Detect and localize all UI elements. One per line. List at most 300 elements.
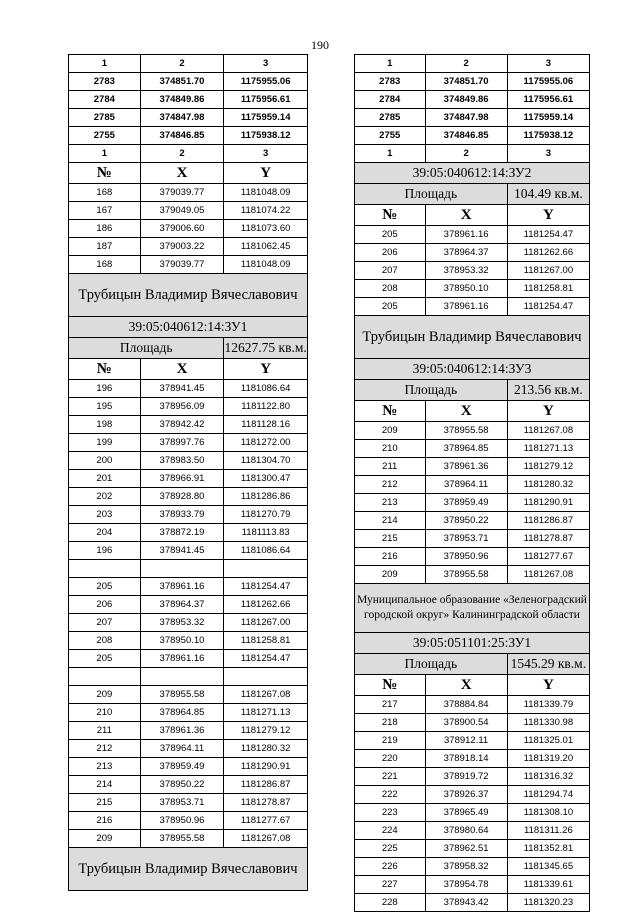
x-coordinate-cell: 378964.11 xyxy=(425,476,507,494)
table-row xyxy=(355,73,590,91)
y-coordinate-cell: 1181279.12 xyxy=(507,458,589,476)
left-top-rows xyxy=(69,55,308,163)
point-number-cell: 168 xyxy=(69,256,141,274)
x-coordinate-cell: 2 xyxy=(425,145,507,163)
y-coordinate-cell: 1181062.45 xyxy=(224,238,308,256)
y-coordinate-cell: 1181270.79 xyxy=(224,506,308,524)
point-number-cell: 2755 xyxy=(355,127,426,145)
table-row xyxy=(355,566,590,584)
table-row xyxy=(355,696,590,714)
y-coordinate-cell: 1181319.20 xyxy=(507,750,589,768)
x-coordinate-cell: 374849.86 xyxy=(140,91,224,109)
y-coordinate-cell: 1175956.61 xyxy=(224,91,308,109)
table-row xyxy=(355,786,590,804)
y-coordinate-cell: 1181316.32 xyxy=(507,768,589,786)
x-coordinate-cell: 378955.58 xyxy=(140,830,224,848)
area-value: 12627.75 кв.м. xyxy=(224,338,308,359)
y-coordinate-cell: 1181339.79 xyxy=(507,696,589,714)
table-row xyxy=(69,238,308,256)
left-block-1 xyxy=(69,184,308,274)
table-row xyxy=(69,55,308,73)
x-coordinate-cell: 378955.58 xyxy=(425,566,507,584)
x-coordinate-cell: 378964.37 xyxy=(425,244,507,262)
point-number-cell: 215 xyxy=(355,530,426,548)
right-block-1 xyxy=(355,226,590,316)
table-row xyxy=(355,714,590,732)
point-number-cell: 195 xyxy=(69,398,141,416)
point-number-cell: 187 xyxy=(69,238,141,256)
x-coordinate-cell: 378955.58 xyxy=(140,686,224,704)
point-number-cell: 216 xyxy=(69,812,141,830)
x-coordinate-cell: 378958.32 xyxy=(425,858,507,876)
point-number-cell: 201 xyxy=(69,470,141,488)
point-number-cell: 205 xyxy=(69,650,141,668)
x-coordinate-cell: 378964.11 xyxy=(140,740,224,758)
point-number-cell: 199 xyxy=(69,434,141,452)
x-coordinate-cell: 374849.86 xyxy=(425,91,507,109)
point-number-cell: 217 xyxy=(355,696,426,714)
y-coordinate-cell: 1181048.09 xyxy=(224,256,308,274)
table-row xyxy=(355,280,590,298)
y-coordinate-cell: 1181048.09 xyxy=(224,184,308,202)
right-top-rows xyxy=(355,55,590,163)
table-row xyxy=(355,298,590,316)
area-label: Площадь xyxy=(355,184,508,205)
x-coordinate-cell: 374846.85 xyxy=(425,127,507,145)
x-coordinate-cell: 378943.42 xyxy=(425,894,507,912)
table-row xyxy=(69,596,308,614)
point-number-cell: 220 xyxy=(355,750,426,768)
table-row xyxy=(355,55,590,73)
column-header-y: Y xyxy=(507,675,589,696)
left-block-3 xyxy=(69,578,308,668)
y-coordinate-cell: 1181267.08 xyxy=(507,422,589,440)
point-number-cell: 211 xyxy=(355,458,426,476)
x-coordinate-cell: 378961.16 xyxy=(140,578,224,596)
column-header-x: X xyxy=(140,163,224,184)
y-coordinate-cell: 1181280.32 xyxy=(224,740,308,758)
y-coordinate-cell: 1181254.47 xyxy=(224,578,308,596)
table-row xyxy=(69,740,308,758)
y-coordinate-cell: 1181352.81 xyxy=(507,840,589,858)
x-coordinate-cell: 378926.37 xyxy=(425,786,507,804)
y-coordinate-cell: 1181074.22 xyxy=(224,202,308,220)
table-row xyxy=(69,650,308,668)
y-coordinate-cell: 1181279.12 xyxy=(224,722,308,740)
point-number-cell: 2784 xyxy=(69,91,141,109)
x-coordinate-cell: 379039.77 xyxy=(140,256,224,274)
table-row xyxy=(355,458,590,476)
table-row xyxy=(69,686,308,704)
x-coordinate-cell: 378961.36 xyxy=(140,722,224,740)
table-row xyxy=(69,434,308,452)
point-number-cell: 216 xyxy=(355,548,426,566)
y-coordinate-cell: 1181339.61 xyxy=(507,876,589,894)
x-coordinate-cell: 374851.70 xyxy=(425,73,507,91)
x-coordinate-cell: 378959.49 xyxy=(425,494,507,512)
municipality-name: Муниципальное образование «Зеленоградский городской округ» Калининградской области xyxy=(355,584,590,633)
point-number-cell: 228 xyxy=(355,894,426,912)
x-coordinate-cell: 378953.71 xyxy=(425,530,507,548)
left-coordinates-table xyxy=(68,54,308,891)
y-coordinate-cell: 1175938.12 xyxy=(507,127,589,145)
table-row xyxy=(69,184,308,202)
y-coordinate-cell: 1175955.06 xyxy=(224,73,308,91)
point-number-cell: 186 xyxy=(69,220,141,238)
y-coordinate-cell: 1181286.86 xyxy=(224,488,308,506)
table-row xyxy=(355,894,590,912)
point-number-cell: 167 xyxy=(69,202,141,220)
table-row xyxy=(69,202,308,220)
column-header-number: № xyxy=(355,401,426,422)
owner-name: Трубицын Владимир Вячеславович xyxy=(355,316,590,359)
x-coordinate-cell: 379006.60 xyxy=(140,220,224,238)
table-row xyxy=(69,830,308,848)
x-coordinate-cell: 378961.36 xyxy=(425,458,507,476)
y-coordinate-cell: 1181308.10 xyxy=(507,804,589,822)
y-coordinate-cell: 1181262.66 xyxy=(224,596,308,614)
y-coordinate-cell: 1181254.47 xyxy=(507,298,589,316)
point-number-cell: 226 xyxy=(355,858,426,876)
y-coordinate-cell: 1181258.81 xyxy=(507,280,589,298)
y-coordinate-cell: 1181254.47 xyxy=(224,650,308,668)
x-coordinate-cell: 378872.19 xyxy=(140,524,224,542)
y-coordinate-cell: 1181122.80 xyxy=(224,398,308,416)
area-label: Площадь xyxy=(355,380,508,401)
right-block-2 xyxy=(355,422,590,584)
table-row xyxy=(69,614,308,632)
point-number-cell: 214 xyxy=(355,512,426,530)
y-coordinate-cell: 1181073.60 xyxy=(224,220,308,238)
y-coordinate-cell: 1181277.67 xyxy=(507,548,589,566)
y-coordinate-cell: 3 xyxy=(224,145,308,163)
table-header xyxy=(355,401,590,422)
point-number-cell: 207 xyxy=(355,262,426,280)
table-row xyxy=(355,732,590,750)
table-row xyxy=(355,548,590,566)
table-row xyxy=(355,822,590,840)
point-number-cell: 221 xyxy=(355,768,426,786)
table-row xyxy=(355,244,590,262)
y-coordinate-cell: 1181258.81 xyxy=(224,632,308,650)
point-number-cell: 213 xyxy=(355,494,426,512)
point-number-cell: 212 xyxy=(355,476,426,494)
table-row xyxy=(69,452,308,470)
table-row xyxy=(69,524,308,542)
table-header xyxy=(355,205,590,226)
table-row xyxy=(355,750,590,768)
y-coordinate-cell: 1181267.00 xyxy=(224,614,308,632)
table-row xyxy=(69,794,308,812)
y-coordinate-cell: 1175956.61 xyxy=(507,91,589,109)
table-row xyxy=(355,440,590,458)
x-coordinate-cell: 378953.71 xyxy=(140,794,224,812)
x-coordinate-cell: 378980.64 xyxy=(425,822,507,840)
y-coordinate-cell: 1181278.87 xyxy=(507,530,589,548)
y-coordinate-cell: 1181294.74 xyxy=(507,786,589,804)
table-row xyxy=(69,812,308,830)
point-number-cell: 202 xyxy=(69,488,141,506)
table-row xyxy=(355,804,590,822)
table-row xyxy=(355,768,590,786)
point-number-cell: 227 xyxy=(355,876,426,894)
y-coordinate-cell: 1181113.83 xyxy=(224,524,308,542)
cadastral-number: 39:05:040612:14:ЗУ2 xyxy=(355,163,590,184)
y-coordinate-cell: 1181320.23 xyxy=(507,894,589,912)
point-number-cell: 205 xyxy=(69,578,141,596)
owner-name: Трубицын Владимир Вячеславович xyxy=(69,848,308,891)
table-row xyxy=(355,145,590,163)
y-coordinate-cell: 1181311.26 xyxy=(507,822,589,840)
x-coordinate-cell: 378964.85 xyxy=(425,440,507,458)
point-number-cell: 208 xyxy=(69,632,141,650)
table-row xyxy=(355,494,590,512)
x-coordinate-cell: 374847.98 xyxy=(425,109,507,127)
y-coordinate-cell: 1181271.13 xyxy=(507,440,589,458)
table-row xyxy=(69,506,308,524)
area-label: Площадь xyxy=(69,338,224,359)
table-row xyxy=(69,578,308,596)
column-header-x: X xyxy=(425,205,507,226)
column-header-x: X xyxy=(140,359,224,380)
x-coordinate-cell: 378983.50 xyxy=(140,452,224,470)
column-header-number: № xyxy=(69,163,141,184)
blank-row xyxy=(69,668,308,686)
left-block-2 xyxy=(69,380,308,560)
table-row xyxy=(69,488,308,506)
x-coordinate-cell: 378964.85 xyxy=(140,704,224,722)
column-header-number: № xyxy=(355,205,426,226)
column-header-y: Y xyxy=(507,205,589,226)
y-coordinate-cell: 1181086.64 xyxy=(224,380,308,398)
table-row xyxy=(355,262,590,280)
point-number-cell: 219 xyxy=(355,732,426,750)
page-number: 190 xyxy=(311,38,329,52)
x-coordinate-cell: 2 xyxy=(425,55,507,73)
table-row xyxy=(69,776,308,794)
table-row xyxy=(355,476,590,494)
right-block-3 xyxy=(355,696,590,912)
y-coordinate-cell: 1181300.47 xyxy=(224,470,308,488)
point-number-cell: 224 xyxy=(355,822,426,840)
table-row xyxy=(69,398,308,416)
x-coordinate-cell: 378954.78 xyxy=(425,876,507,894)
y-coordinate-cell: 1181325.01 xyxy=(507,732,589,750)
x-coordinate-cell: 378953.32 xyxy=(140,614,224,632)
point-number-cell: 212 xyxy=(69,740,141,758)
y-coordinate-cell: 1181262.66 xyxy=(507,244,589,262)
point-number-cell: 222 xyxy=(355,786,426,804)
point-number-cell: 2755 xyxy=(69,127,141,145)
table-row xyxy=(355,127,590,145)
x-coordinate-cell: 2 xyxy=(140,55,224,73)
x-coordinate-cell: 378942.42 xyxy=(140,416,224,434)
y-coordinate-cell: 1181254.47 xyxy=(507,226,589,244)
table-header xyxy=(355,675,590,696)
point-number-cell: 2785 xyxy=(355,109,426,127)
point-number-cell: 1 xyxy=(355,145,426,163)
table-row xyxy=(69,145,308,163)
table-row xyxy=(69,416,308,434)
x-coordinate-cell: 378950.10 xyxy=(425,280,507,298)
table-row xyxy=(69,127,308,145)
y-coordinate-cell: 1181128.16 xyxy=(224,416,308,434)
x-coordinate-cell: 378961.16 xyxy=(140,650,224,668)
y-coordinate-cell: 1181280.32 xyxy=(507,476,589,494)
y-coordinate-cell: 1181277.67 xyxy=(224,812,308,830)
y-coordinate-cell: 1175959.14 xyxy=(507,109,589,127)
table-row xyxy=(355,530,590,548)
point-number-cell: 210 xyxy=(69,704,141,722)
table-row xyxy=(355,858,590,876)
x-coordinate-cell: 374851.70 xyxy=(140,73,224,91)
cadastral-number: 39:05:051101:25:ЗУ1 xyxy=(355,633,590,654)
x-coordinate-cell: 374846.85 xyxy=(140,127,224,145)
column-header-y: Y xyxy=(224,163,308,184)
point-number-cell: 1 xyxy=(355,55,426,73)
column-header-number: № xyxy=(355,675,426,696)
table-row xyxy=(355,840,590,858)
table-row xyxy=(355,91,590,109)
point-number-cell: 205 xyxy=(355,298,426,316)
x-coordinate-cell: 378965.49 xyxy=(425,804,507,822)
x-coordinate-cell: 379003.22 xyxy=(140,238,224,256)
y-coordinate-cell: 1181267.00 xyxy=(507,262,589,280)
y-coordinate-cell: 1181345.65 xyxy=(507,858,589,876)
point-number-cell: 218 xyxy=(355,714,426,732)
point-number-cell: 205 xyxy=(355,226,426,244)
point-number-cell: 200 xyxy=(69,452,141,470)
y-coordinate-cell: 3 xyxy=(507,55,589,73)
y-coordinate-cell: 1181267.08 xyxy=(224,686,308,704)
point-number-cell: 215 xyxy=(69,794,141,812)
point-number-cell: 206 xyxy=(69,596,141,614)
x-coordinate-cell: 378950.96 xyxy=(140,812,224,830)
table-row xyxy=(69,758,308,776)
x-coordinate-cell: 378884.84 xyxy=(425,696,507,714)
x-coordinate-cell: 378997.76 xyxy=(140,434,224,452)
point-number-cell: 223 xyxy=(355,804,426,822)
point-number-cell: 203 xyxy=(69,506,141,524)
table-row xyxy=(69,722,308,740)
x-coordinate-cell: 378962.51 xyxy=(425,840,507,858)
table-row xyxy=(69,220,308,238)
point-number-cell: 196 xyxy=(69,542,141,560)
x-coordinate-cell: 378950.96 xyxy=(425,548,507,566)
table-row xyxy=(355,109,590,127)
point-number-cell: 168 xyxy=(69,184,141,202)
point-number-cell: 208 xyxy=(355,280,426,298)
owner-name: Трубицын Владимир Вячеславович xyxy=(69,274,308,317)
x-coordinate-cell: 378961.16 xyxy=(425,226,507,244)
y-coordinate-cell: 1181290.91 xyxy=(224,758,308,776)
y-coordinate-cell: 1181290.91 xyxy=(507,494,589,512)
y-coordinate-cell: 1181286.87 xyxy=(507,512,589,530)
y-coordinate-cell: 1175955.06 xyxy=(507,73,589,91)
y-coordinate-cell: 1175959.14 xyxy=(224,109,308,127)
y-coordinate-cell: 1175938.12 xyxy=(224,127,308,145)
table-row xyxy=(69,704,308,722)
x-coordinate-cell: 378928.80 xyxy=(140,488,224,506)
table-row xyxy=(355,226,590,244)
point-number-cell: 2783 xyxy=(69,73,141,91)
table-row xyxy=(69,109,308,127)
x-coordinate-cell: 378950.22 xyxy=(425,512,507,530)
y-coordinate-cell: 1181086.64 xyxy=(224,542,308,560)
x-coordinate-cell: 378961.16 xyxy=(425,298,507,316)
point-number-cell: 1 xyxy=(69,55,141,73)
x-coordinate-cell: 378918.14 xyxy=(425,750,507,768)
cadastral-number: 39:05:040612:14:ЗУ3 xyxy=(355,359,590,380)
point-number-cell: 225 xyxy=(355,840,426,858)
cadastral-number: 39:05:040612:14:ЗУ1 xyxy=(69,317,308,338)
x-coordinate-cell: 378964.37 xyxy=(140,596,224,614)
table-row xyxy=(69,542,308,560)
point-number-cell: 204 xyxy=(69,524,141,542)
area-value: 1545.29 кв.м. xyxy=(507,654,589,675)
x-coordinate-cell: 378933.79 xyxy=(140,506,224,524)
point-number-cell: 214 xyxy=(69,776,141,794)
x-coordinate-cell: 379039.77 xyxy=(140,184,224,202)
point-number-cell: 213 xyxy=(69,758,141,776)
x-coordinate-cell: 378956.09 xyxy=(140,398,224,416)
point-number-cell: 209 xyxy=(69,686,141,704)
x-coordinate-cell: 378950.10 xyxy=(140,632,224,650)
x-coordinate-cell: 378955.58 xyxy=(425,422,507,440)
area-value: 213.56 кв.м. xyxy=(507,380,589,401)
column-header-x: X xyxy=(425,675,507,696)
point-number-cell: 206 xyxy=(355,244,426,262)
point-number-cell: 210 xyxy=(355,440,426,458)
area-value: 104.49 кв.м. xyxy=(507,184,589,205)
y-coordinate-cell: 1181267.08 xyxy=(224,830,308,848)
y-coordinate-cell: 1181271.13 xyxy=(224,704,308,722)
x-coordinate-cell: 378900.54 xyxy=(425,714,507,732)
column-header-y: Y xyxy=(507,401,589,422)
point-number-cell: 207 xyxy=(69,614,141,632)
point-number-cell: 209 xyxy=(69,830,141,848)
y-coordinate-cell: 3 xyxy=(507,145,589,163)
x-coordinate-cell: 378959.49 xyxy=(140,758,224,776)
x-coordinate-cell: 378941.45 xyxy=(140,380,224,398)
point-number-cell: 1 xyxy=(69,145,141,163)
x-coordinate-cell: 378919.72 xyxy=(425,768,507,786)
x-coordinate-cell: 379049.05 xyxy=(140,202,224,220)
table-row xyxy=(69,632,308,650)
table-row xyxy=(355,422,590,440)
column-header-y: Y xyxy=(224,359,308,380)
y-coordinate-cell: 3 xyxy=(224,55,308,73)
point-number-cell: 2784 xyxy=(355,91,426,109)
x-coordinate-cell: 2 xyxy=(140,145,224,163)
point-number-cell: 198 xyxy=(69,416,141,434)
x-coordinate-cell: 378941.45 xyxy=(140,542,224,560)
point-number-cell: 2783 xyxy=(355,73,426,91)
right-coordinates-table xyxy=(354,54,590,912)
table-row xyxy=(355,512,590,530)
x-coordinate-cell: 374847.98 xyxy=(140,109,224,127)
y-coordinate-cell: 1181330.98 xyxy=(507,714,589,732)
y-coordinate-cell: 1181267.08 xyxy=(507,566,589,584)
column-header-x: X xyxy=(425,401,507,422)
table-row xyxy=(69,73,308,91)
column-header-number: № xyxy=(69,359,141,380)
point-number-cell: 209 xyxy=(355,566,426,584)
table-row xyxy=(69,380,308,398)
table-row xyxy=(69,256,308,274)
x-coordinate-cell: 378950.22 xyxy=(140,776,224,794)
table-header xyxy=(69,163,308,184)
